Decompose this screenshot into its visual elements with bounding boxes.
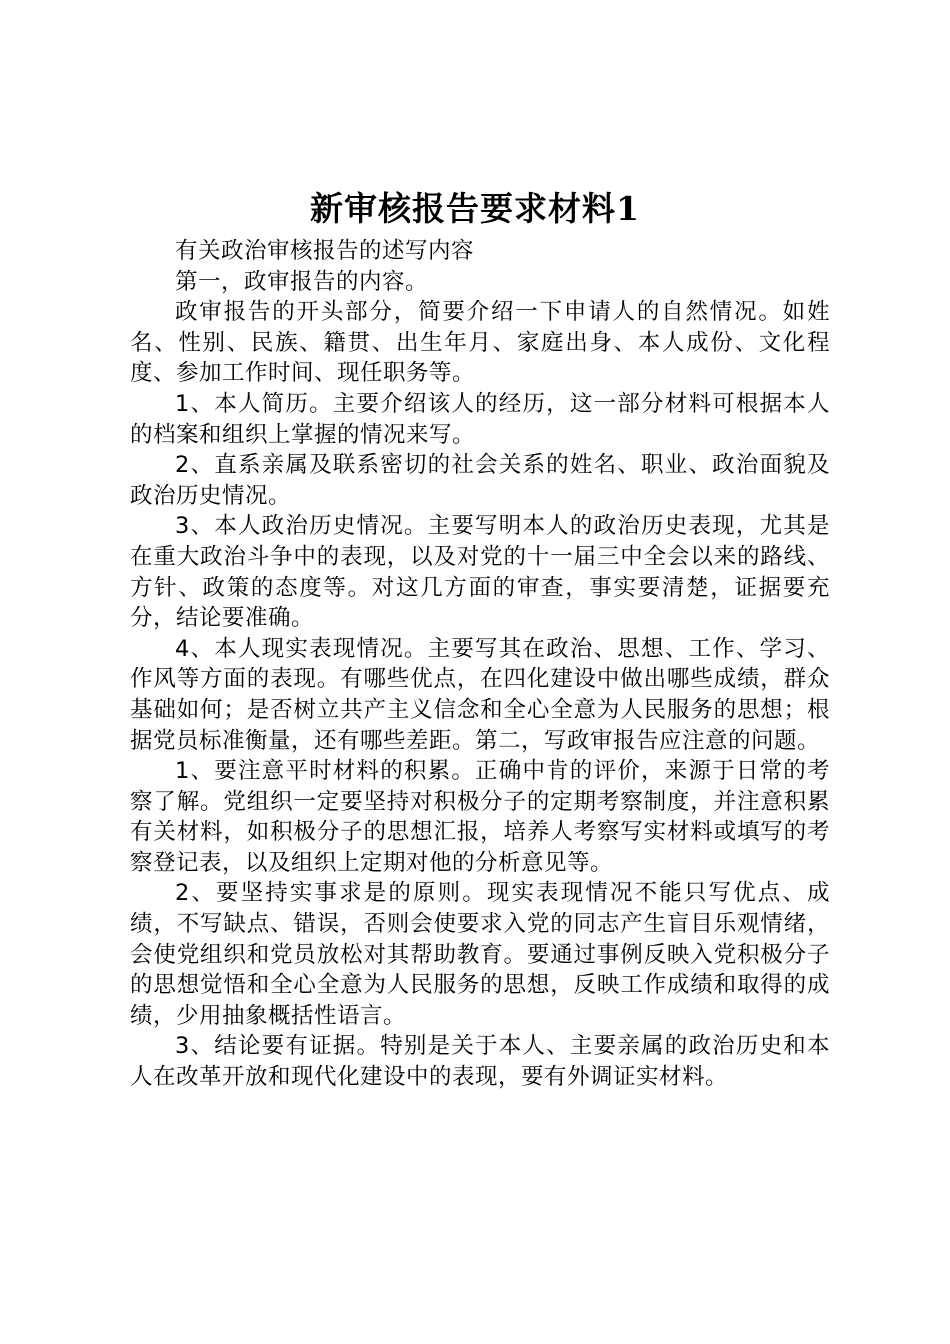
paragraph-item-4: 4、本人现实表现情况。主要写其在政治、思想、工作、学习、作风等方面的表现。有哪些优点，在四化建设中做出哪些成绩，群众基础如何；是否树立共产主义信念和全心全意为人民服务的思想；根据党员标准衡量，还有哪些差距。第二，写政审报告应注意的问题。 <box>130 635 830 754</box>
paragraph-note-3: 3、结论要有证据。特别是关于本人、主要亲属的政治历史和本人在改革开放和现代化建设中的表现，要有外调证实材料。 <box>130 1033 830 1091</box>
document-body <box>130 236 830 1093</box>
paragraph-item-1: 1、本人简历。主要介绍该人的经历，这一部分材料可根据本人的档案和组织上掌握的情况来写。 <box>130 390 830 448</box>
paragraph-section-one: 第一，政审报告的内容。 <box>175 268 429 295</box>
paragraph-item-2: 2、直系亲属及联系密切的社会关系的姓名、职业、政治面貌及政治历史情况。 <box>130 452 830 509</box>
paragraph-item-3: 3、本人政治历史情况。主要写明本人的政治历史表现，尤其是在重大政治斗争中的表现，以及对党的十一届三中全会以来的路线、方针、政策的态度等。对这几方面的审查，事实要清楚，证据要充分，结论要准确。 <box>130 513 830 632</box>
paragraph-note-2: 2、要坚持实事求是的原则。现实表现情况不能只写优点、成绩，不写缺点、错误，否则会使要求入党的同志产生盲目乐观情绪，会使党组织和党员放松对其帮助教育。要通过事例反映入党积极分子的思想觉悟和全心全意为人民服务的思想，反映工作成绩和取得的成绩，少用抽象概括性语言。 <box>130 880 830 1029</box>
paragraph-heading: 有关政治审核报告的述写内容 <box>175 238 475 264</box>
paragraph-note-1: 1、要注意平时材料的积累。正确中肯的评价，来源于日常的考察了解。党组织一定要坚持对积极分子的定期考察制度，并注意积累有关材料，如积极分子的思想汇报，培养人考察写实材料或填写的考察登记表，以及组织上定期对他的分析意见等。 <box>130 758 830 876</box>
paragraph-intro: 政审报告的开头部分，简要介绍一下申请人的自然情况。如姓名、性别、民族、籍贯、出生年月、家庭出身、本人成份、文化程度、参加工作时间、现任职务等。 <box>130 299 830 387</box>
document-title: 新审核报告要求材料1 <box>310 189 640 228</box>
